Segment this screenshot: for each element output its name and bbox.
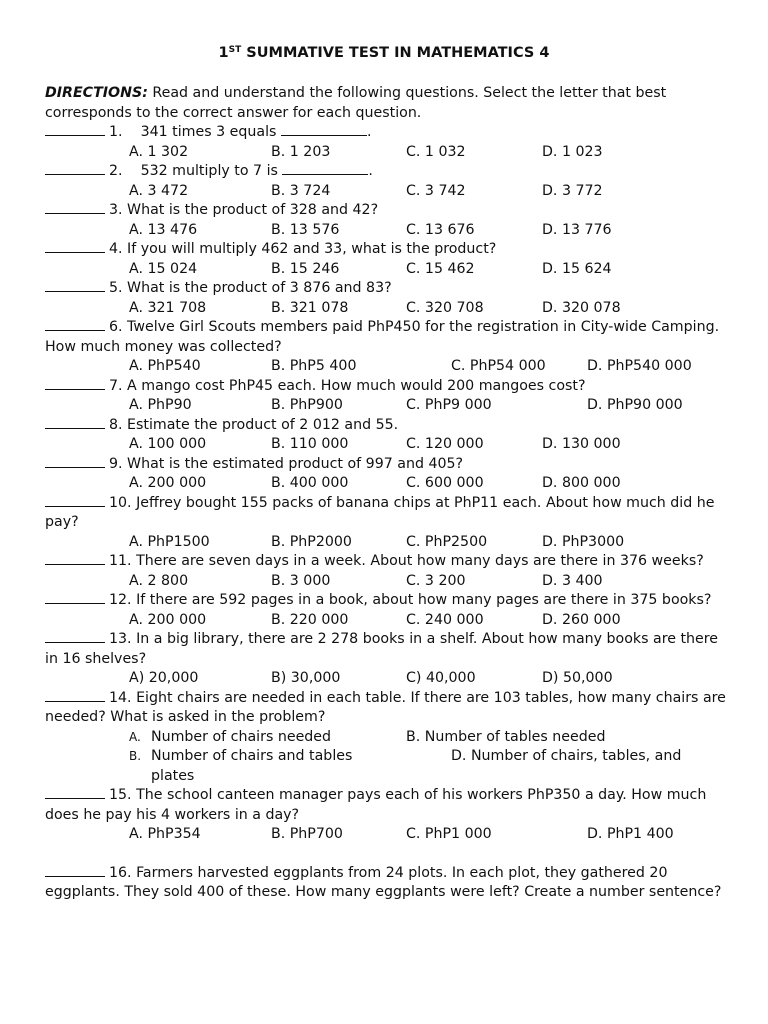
choice-a: Number of chairs needed xyxy=(151,728,332,745)
choice-d: D. 3 400 xyxy=(542,572,603,589)
choices-row xyxy=(45,357,735,377)
choice-c: C. 240 000 xyxy=(406,611,484,628)
answer-blank[interactable] xyxy=(45,377,105,390)
question-text: 6. Twelve Girl Scouts members paid PhP450 for the registration in City-wide Camping. How much money was collected? xyxy=(45,319,720,355)
choices-row xyxy=(45,572,735,592)
choice-c: C. PhP54 000 xyxy=(451,358,546,374)
choice-a: A. 13 476 xyxy=(129,221,198,238)
choice-d: D. 260 000 xyxy=(542,611,621,628)
choice-c: C. 13 676 xyxy=(406,221,475,238)
question-text: 4. If you will multiply 462 and 33, what is the product? xyxy=(109,241,497,257)
choice-b: B. 400 000 xyxy=(271,475,349,491)
choices-row xyxy=(45,260,735,280)
question-text: 12. If there are 592 pages in a book, about how many pages are there in 375 books? xyxy=(109,592,712,608)
choice-b: B. 321 078 xyxy=(271,299,349,316)
choice-c: C. 120 000 xyxy=(406,436,484,452)
choice-c: C. 3 742 xyxy=(406,182,466,199)
choice-c: C. PhP9 000 xyxy=(406,397,492,413)
choice-a: A. 3 472 xyxy=(129,182,189,199)
choice-d: D. PhP1 400 xyxy=(587,826,674,842)
choice-a: A. 15 024 xyxy=(129,260,198,277)
question-text-end: . xyxy=(368,163,373,179)
title-text: SUMMATIVE TEST IN MATHEMATICS 4 xyxy=(241,45,550,61)
question-14 xyxy=(45,689,735,728)
choices-row xyxy=(45,221,735,241)
answer-blank[interactable] xyxy=(45,630,105,643)
question-16 xyxy=(45,864,735,901)
question-text: 3. What is the product of 328 and 42? xyxy=(109,202,379,218)
choice-c: C. 15 462 xyxy=(406,260,475,277)
choice-c: C) 40,000 xyxy=(406,670,476,686)
directions xyxy=(45,84,735,123)
choices-row xyxy=(45,611,735,631)
choice-d: D. PhP540 000 xyxy=(587,358,692,374)
answer-blank[interactable] xyxy=(45,279,105,292)
choices-row xyxy=(45,435,735,455)
directions-text: Read and understand the following questions. Select the letter that best corresponds to the correct answer for each question. xyxy=(45,85,667,121)
choice-b: B. 110 000 xyxy=(271,436,349,452)
title-superscript: ST xyxy=(228,45,242,55)
choice-d: D. 13 776 xyxy=(542,221,612,238)
choice-b: B. 3 000 xyxy=(271,572,331,589)
choice-c: C. 3 200 xyxy=(406,572,466,589)
question-text: 11. There are seven days in a week. About how many days are there in 376 weeks? xyxy=(109,553,704,569)
choice-a: A. 100 000 xyxy=(129,436,207,452)
choices-row xyxy=(45,533,735,553)
choice-d: D. PhP3000 xyxy=(542,533,625,550)
choice-b: B. 3 724 xyxy=(271,182,331,199)
answer-blank[interactable] xyxy=(45,455,105,468)
answer-blank[interactable] xyxy=(45,552,105,565)
choice-a: A. 321 708 xyxy=(129,299,207,316)
title-number: 1 xyxy=(218,45,229,61)
question-text: 5. What is the product of 3 876 and 83? xyxy=(109,280,392,296)
question-7 xyxy=(45,377,735,397)
answer-blank[interactable] xyxy=(45,864,105,877)
choice-a: A. PhP90 xyxy=(129,397,192,413)
question-text: 7. A mango cost PhP45 each. How much would 200 mangoes cost? xyxy=(109,377,586,394)
choice-d: D. Number of chairs, tables, and xyxy=(451,748,682,764)
choice-b: B. Number of tables needed xyxy=(406,728,606,745)
choice-b: B. 1 203 xyxy=(271,143,331,160)
directions-label: DIRECTIONS: xyxy=(45,85,148,101)
page-title xyxy=(0,45,768,61)
question-5 xyxy=(45,279,735,299)
choice-d: D. 800 000 xyxy=(542,475,621,491)
question-text: 13. In a big library, there are 2 278 books in a shelf. About how many books are there in 16 shelves? xyxy=(45,631,719,667)
answer-blank[interactable] xyxy=(45,123,105,136)
choice-a: A. 2 800 xyxy=(129,572,189,589)
question-text: 532 multiply to 7 is xyxy=(122,163,283,179)
question-15 xyxy=(45,786,735,825)
question-12 xyxy=(45,591,735,611)
question-1 xyxy=(45,123,735,143)
choice-c: C. PhP1 000 xyxy=(406,826,492,842)
choices-row xyxy=(45,728,735,748)
question-text-end: . xyxy=(366,124,372,140)
choice-a: A. 1 302 xyxy=(129,143,189,160)
question-number: 1. xyxy=(109,124,123,140)
choice-a: A. PhP1500 xyxy=(129,533,210,550)
question-number: 2. xyxy=(109,163,123,179)
choice-b: B. PhP900 xyxy=(271,397,343,413)
choice-d: D. 3 772 xyxy=(542,182,603,199)
choices-row xyxy=(45,669,735,689)
choice-b: B. 13 576 xyxy=(271,221,340,238)
choice-b: B. PhP700 xyxy=(271,826,343,842)
choices-row xyxy=(45,143,735,163)
question-text: 16. Farmers harvested eggplants from 24 plots. In each plot, they gathered 20 eggplants. They sold 400 of these. How many eggplants were left? Create a number sentence? xyxy=(45,865,722,900)
question-13 xyxy=(45,630,735,669)
question-2 xyxy=(45,162,735,182)
choice-c-continuation: plates xyxy=(151,767,195,784)
choices-row xyxy=(45,825,735,845)
choice-b: B. 220 000 xyxy=(271,611,349,628)
question-text: 341 times 3 equals xyxy=(122,124,281,140)
choice-d: D. 15 624 xyxy=(542,260,612,277)
choice-a: A) 20,000 xyxy=(129,670,199,686)
question-text: 9. What is the estimated product of 997 and 405? xyxy=(109,455,464,472)
question-8 xyxy=(45,416,735,436)
choice-b: B) 30,000 xyxy=(271,670,341,686)
choice-c: C. 320 708 xyxy=(406,299,484,316)
choice-c: C. 1 032 xyxy=(406,143,466,160)
choices-row xyxy=(45,182,735,202)
question-text: 14. Eight chairs are needed in each table. If there are 103 tables, how many chairs are needed? What is asked in the problem? xyxy=(45,689,726,725)
question-6 xyxy=(45,318,735,357)
answer-blank[interactable] xyxy=(45,201,105,214)
answer-blank[interactable] xyxy=(45,591,105,604)
choices-row xyxy=(45,474,735,494)
choice-a: A. PhP540 xyxy=(129,358,201,374)
choice-d: D. 1 023 xyxy=(542,143,603,160)
question-text: 8. Estimate the product of 2 012 and 55. xyxy=(109,416,399,433)
choice-a: A. 200 000 xyxy=(129,475,207,491)
choice-d: D. 130 000 xyxy=(542,436,621,452)
test-content xyxy=(45,84,735,901)
inline-blank xyxy=(282,162,368,175)
answer-blank[interactable] xyxy=(45,689,105,702)
question-11 xyxy=(45,552,735,572)
question-4 xyxy=(45,240,735,260)
spacer xyxy=(45,845,735,865)
answer-blank[interactable] xyxy=(45,786,105,799)
choice-b: B. 15 246 xyxy=(271,260,340,277)
answer-blank[interactable] xyxy=(45,318,105,331)
choice-c: C. 600 000 xyxy=(406,475,484,491)
answer-blank[interactable] xyxy=(45,162,105,175)
choices-row xyxy=(45,747,735,767)
choice-c-letter: B. xyxy=(129,749,142,763)
question-3 xyxy=(45,201,735,221)
choice-d: D. PhP90 000 xyxy=(587,397,683,413)
choice-d: D) 50,000 xyxy=(542,670,613,686)
choice-c: Number of chairs and tables xyxy=(151,748,353,764)
choice-c: C. PhP2500 xyxy=(406,533,488,550)
choice-b: B. PhP2000 xyxy=(271,533,352,550)
inline-blank xyxy=(281,123,367,136)
choice-d: D. 320 078 xyxy=(542,299,621,316)
answer-blank[interactable] xyxy=(45,416,105,429)
question-text: 15. The school canteen manager pays each of his workers PhP350 a day. How much does he pay his 4 workers in a day? xyxy=(45,787,707,823)
choice-a: A. PhP354 xyxy=(129,826,201,842)
answer-blank[interactable] xyxy=(45,494,105,507)
choice-b: B. PhP5 400 xyxy=(271,358,357,374)
choices-row xyxy=(45,396,735,416)
question-10 xyxy=(45,494,735,533)
answer-blank[interactable] xyxy=(45,240,105,253)
question-9 xyxy=(45,455,735,475)
question-text: 10. Jeffrey bought 155 packs of banana chips at PhP11 each. About how much did he pay? xyxy=(45,494,715,530)
choice-a: A. 200 000 xyxy=(129,611,207,628)
choices-row xyxy=(45,299,735,319)
choice-a-letter: A. xyxy=(129,729,141,744)
